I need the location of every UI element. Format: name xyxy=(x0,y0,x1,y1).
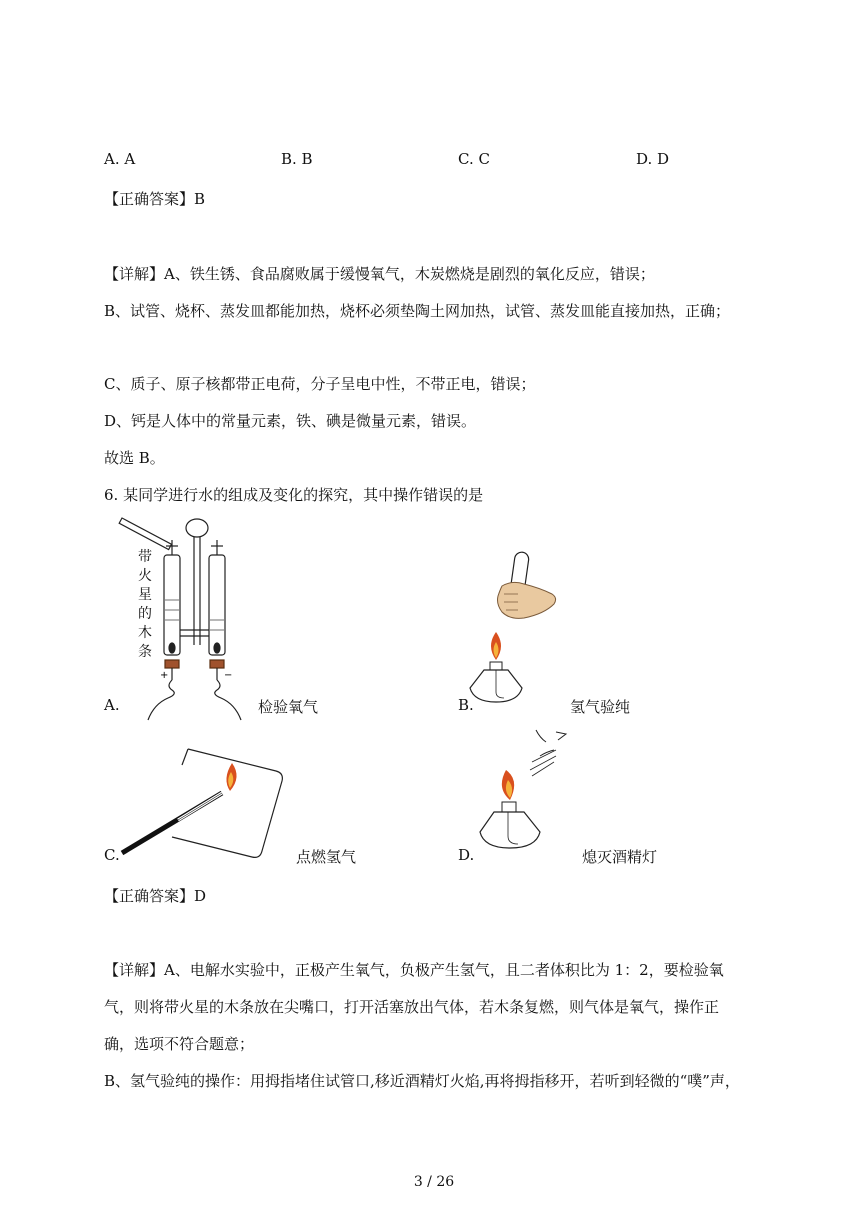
q5-detail-line: 【详解】A、铁生锈、食品腐败属于缓慢氧气，木炭燃烧是剧烈的氧化反应，错误； xyxy=(104,265,655,283)
svg-text:−: − xyxy=(224,670,233,681)
option-c: C. C xyxy=(458,150,490,168)
q5-detail-line: C、质子、原子核都带正电荷，分子呈电中性，不带正电，错误； xyxy=(104,375,536,393)
q6-option-a-letter: A. xyxy=(104,696,120,714)
figure-label-stick xyxy=(138,548,154,662)
q5-detail-line: D、钙是人体中的常量元素，铁、碘是微量元素，错误。 xyxy=(104,412,477,430)
option-a: A. A xyxy=(104,150,136,168)
q5-detail-line: B、试管、烧杯、蒸发皿都能加热，烧杯必须垫陶土网加热，试管、蒸发皿能直接加热，正确； xyxy=(104,302,731,320)
hydrogen-purity-test-figure xyxy=(470,548,580,716)
q6-option-c-letter: C. xyxy=(104,846,120,864)
q6-option-a-caption: 检验氧气 xyxy=(258,698,319,716)
q6-answer: 【正确答案】D xyxy=(104,887,207,905)
q6-option-b-caption: 氢气验纯 xyxy=(570,698,631,716)
figure-label-char: 火 xyxy=(138,568,152,584)
q6-option-d-caption: 熄灭酒精灯 xyxy=(582,848,658,866)
figure-label-char: 条 xyxy=(138,644,152,660)
q6-option-c-caption: 点燃氢气 xyxy=(296,848,357,866)
figure-label-char: 的 xyxy=(138,606,152,622)
option-b: B. B xyxy=(281,150,313,168)
q6-stem: 6. 某同学进行水的组成及变化的探究，其中操作错误的是 xyxy=(104,486,484,504)
q6-detail-line: 气，则将带火星的木条放在尖嘴口，打开活塞放出气体，若木条复燃，则气体是氧气，操作正 xyxy=(104,998,720,1016)
q6-option-b-letter: B. xyxy=(458,696,474,714)
page-number: 3 / 26 xyxy=(413,1174,455,1190)
q6-detail-line: B、氢气验纯的操作：用拇指堵住试管口,移近酒精灯火焰,再将拇指移开，若听到轻微的“噗”声， xyxy=(104,1072,740,1090)
q6-option-d-letter: D. xyxy=(458,846,475,864)
figure-label-char: 带 xyxy=(138,549,152,565)
svg-text:+: + xyxy=(160,670,169,681)
ignite-hydrogen-figure xyxy=(118,745,298,865)
q5-detail-line: 故选 B。 xyxy=(104,449,165,467)
q5-answer: 【正确答案】B xyxy=(104,190,206,208)
figure-label-char: 星 xyxy=(138,587,152,603)
q6-detail-line: 【详解】A、电解水实验中，正极产生氧气，负极产生氢气，且二者体积比为 1：2，要检验氧 xyxy=(104,961,724,979)
figure-label-char: 木 xyxy=(138,625,152,641)
option-d: D. D xyxy=(636,150,670,168)
extinguish-lamp-figure xyxy=(470,722,580,868)
q6-detail-line: 确，选项不符合题意； xyxy=(104,1035,255,1053)
